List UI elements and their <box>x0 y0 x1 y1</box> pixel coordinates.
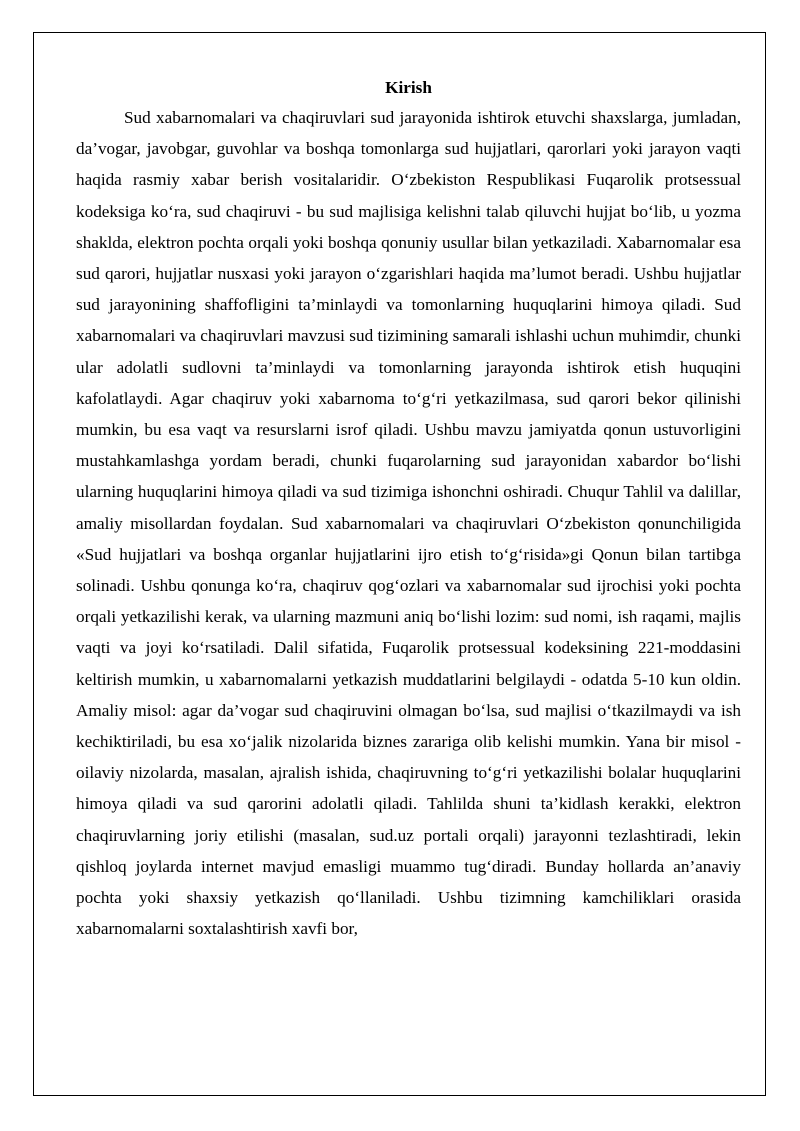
body-paragraph: Sud xabarnomalari va chaqiruvlari sud jarayonida ishtirok etuvchi shaxslarga, jumladan, da’vogar, javobgar, guvohlar va boshqa tomonlarga sud hujjatlari, qarorlari yoki jarayon vaqti haqida rasmiy xabar berish vositalaridir. O‘zbekiston Respublikasi Fuqarolik protsessual kodeksiga ko‘ra, sud chaqiruvi - bu sud majlisiga kelishni talab qiluvchi hujjat bo‘lib, u yozma shaklda, elektron pochta orqali yoki boshqa qonuniy usullar bilan yetkaziladi. Xabarnomalar esa sud qarori, hujjatlar nusxasi yoki jarayon o‘zgarishlari haqida ma’lumot beradi. Ushbu hujjatlar sud jarayonining shaffofligini ta’minlaydi va tomonlarning huquqlarini himoya qiladi. Sud xabarnomalari va chaqiruvlari mavzusi sud tizimining samarali ishlashi uchun muhimdir, chunki ular adolatli sudlovni ta’minlaydi va tomonlarning jarayonda ishtirok etish huquqini kafolatlaydi. Agar chaqiruv yoki xabarnoma to‘g‘ri yetkazilmasa, sud qarori bekor qilinishi mumkin, bu esa vaqt va resurslarni isrof qiladi. Ushbu mavzu jamiyatda qonun ustuvorligini mustahkamlashga yordam beradi, chunki fuqarolarning sud jarayonidan xabardor bo‘lishi ularning huquqlarini himoya qiladi va sud tizimiga ishonchni oshiradi. Chuqur Tahlil va dalillar, amaliy misollardan foydalan. Sud xabarnomalari va chaqiruvlari O‘zbekiston qonunchiligida «Sud hujjatlari va boshqa organlar hujjatlarini ijro etish to‘g‘risida»gi Qonun bilan tartibga solinadi. Ushbu qonunga ko‘ra, chaqiruv qog‘ozlari va xabarnomalar sud ijrochisi yoki pochta orqali yetkazilishi kerak, va ularning mazmuni aniq bo‘lishi lozim: sud nomi, ish raqami, majlis vaqti va joyi ko‘rsatiladi. Dalil sifatida, Fuqarolik protsessual kodeksining 221-moddasini keltirish mumkin, u xabarnomalarni yetkazish muddatlarini belgilaydi - odatda 5-10 kun oldin. Amaliy misol: agar da’vogar sud chaqiruvini olmagan bo‘lsa, sud majlisi o‘tkazilmaydi va ish kechiktiriladi, bu esa xo‘jalik nizolarida biznes zarariga olib kelishi mumkin. Yana bir misol - oilaviy nizolarda, masalan, ajralish ishida, chaqiruvning to‘g‘ri yetkazilishi bolalar huquqlarini himoya qiladi va sud qarorini adolatli qiladi. Tahlilda shuni ta’kidlash kerakki, elektron chaqiruvlarning joriy etilishi (masalan, sud.uz portali orqali) jarayonni tezlashtiradi, lekin qishloq joylarda internet mavjud emasligi muammo tug‘diradi. Bunday hollarda an’anaviy pochta yoki shaxsiy yetkazish qo‘llaniladi. Ushbu tizimning kamchiliklari orasida xabarnomalarni soxtalashtirish xavfi bor, <box>76 108 741 939</box>
document-body <box>76 74 741 944</box>
document-title: Kirish <box>385 78 432 97</box>
